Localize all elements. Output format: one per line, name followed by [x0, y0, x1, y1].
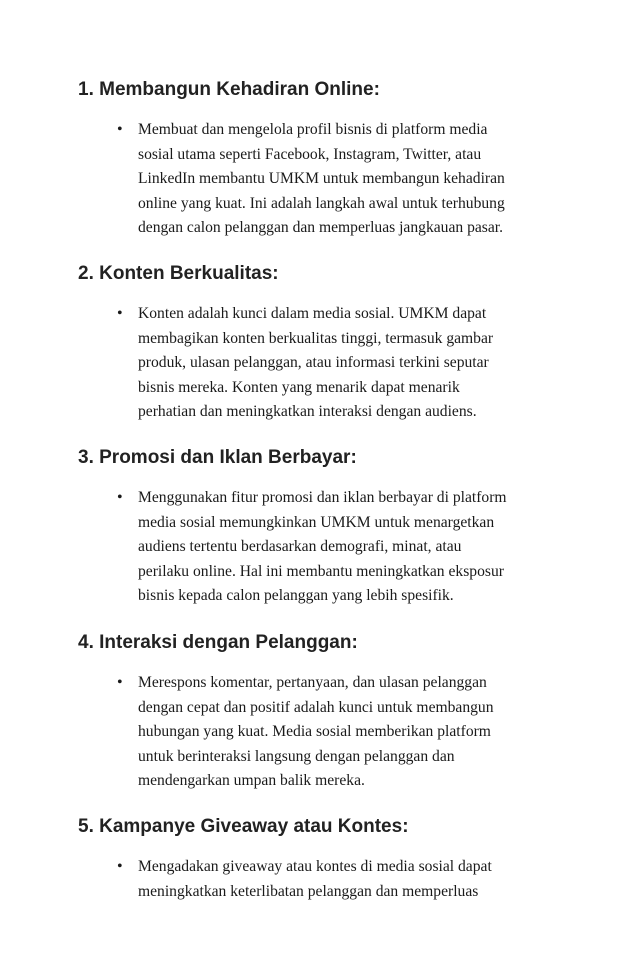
bullet-icon: • [117, 858, 123, 875]
section-1 [78, 78, 558, 241]
text-line: Membuat dan mengelola profil bisnis di platform media [138, 121, 488, 138]
section-heading: 3. Promosi dan Iklan Berbayar: [78, 447, 357, 468]
section-5 [78, 815, 558, 904]
text-line: sosial utama seperti Facebook, Instagram, Twitter, atau [138, 145, 482, 163]
list-item [78, 302, 558, 425]
text-line: LinkedIn membantu UMKM untuk membangun kehadiran [138, 170, 505, 187]
text-line: membagikan konten berkualitas tinggi, termasuk gambar [138, 329, 494, 347]
list-item [78, 486, 558, 609]
bullet-text [138, 671, 558, 794]
bullet-text [138, 855, 558, 904]
text-line: Merespons komentar, pertanyaan, dan ulasan pelanggan [138, 674, 487, 691]
list-item [78, 855, 558, 904]
text-line: meningkatkan keterlibatan pelanggan dan memperluas [138, 882, 479, 900]
bullet-icon: • [117, 121, 123, 138]
section-4 [78, 631, 558, 794]
text-line: dengan cepat dan positif adalah kunci untuk membangun [138, 698, 494, 716]
bullet-text [138, 118, 558, 241]
text-line: audiens tertentu berdasarkan demografi, minat, atau [138, 538, 462, 555]
text-line: Mengadakan giveaway atau kontes di media sosial dapat [138, 858, 492, 875]
bullet-icon: • [117, 489, 123, 506]
bullet-icon: • [117, 305, 123, 322]
text-line: bisnis mereka. Konten yang menarik dapat menarik [138, 378, 460, 396]
text-line: Konten adalah kunci dalam media sosial. UMKM dapat [138, 305, 487, 322]
text-line: perilaku online. Hal ini membantu meningkatkan eksposur [138, 562, 504, 580]
text-line: hubungan yang kuat. Media sosial memberikan platform [138, 723, 491, 740]
section-heading: 4. Interaksi dengan Pelanggan: [78, 632, 358, 653]
bullet-icon: • [117, 674, 123, 691]
section-3 [78, 446, 558, 609]
section-heading: 1. Membangun Kehadiran Online: [78, 79, 380, 100]
text-line: bisnis kepada calon pelanggan yang lebih spesifik. [138, 587, 454, 604]
list-item [78, 671, 558, 794]
section-2 [78, 262, 558, 425]
section-heading: 5. Kampanye Giveaway atau Kontes: [78, 816, 409, 837]
text-line: produk, ulasan pelanggan, atau informasi terkini seputar [138, 354, 489, 371]
bullet-text [138, 486, 558, 609]
text-line: Menggunakan fitur promosi dan iklan berbayar di platform [138, 489, 507, 506]
text-line: media sosial memungkinkan UMKM untuk menargetkan [138, 513, 495, 531]
text-line: online yang kuat. Ini adalah langkah awal untuk terhubung [138, 194, 505, 212]
text-line: untuk berinteraksi langsung dengan pelanggan dan [138, 747, 455, 765]
bullet-text [138, 302, 558, 425]
text-line: perhatian dan meningkatkan interaksi dengan audiens. [138, 403, 477, 420]
text-line: dengan calon pelanggan dan memperluas jangkauan pasar. [138, 219, 504, 236]
section-heading: 2. Konten Berkualitas: [78, 263, 279, 284]
list-item [78, 118, 558, 241]
text-line: mendengarkan umpan balik mereka. [138, 772, 365, 789]
